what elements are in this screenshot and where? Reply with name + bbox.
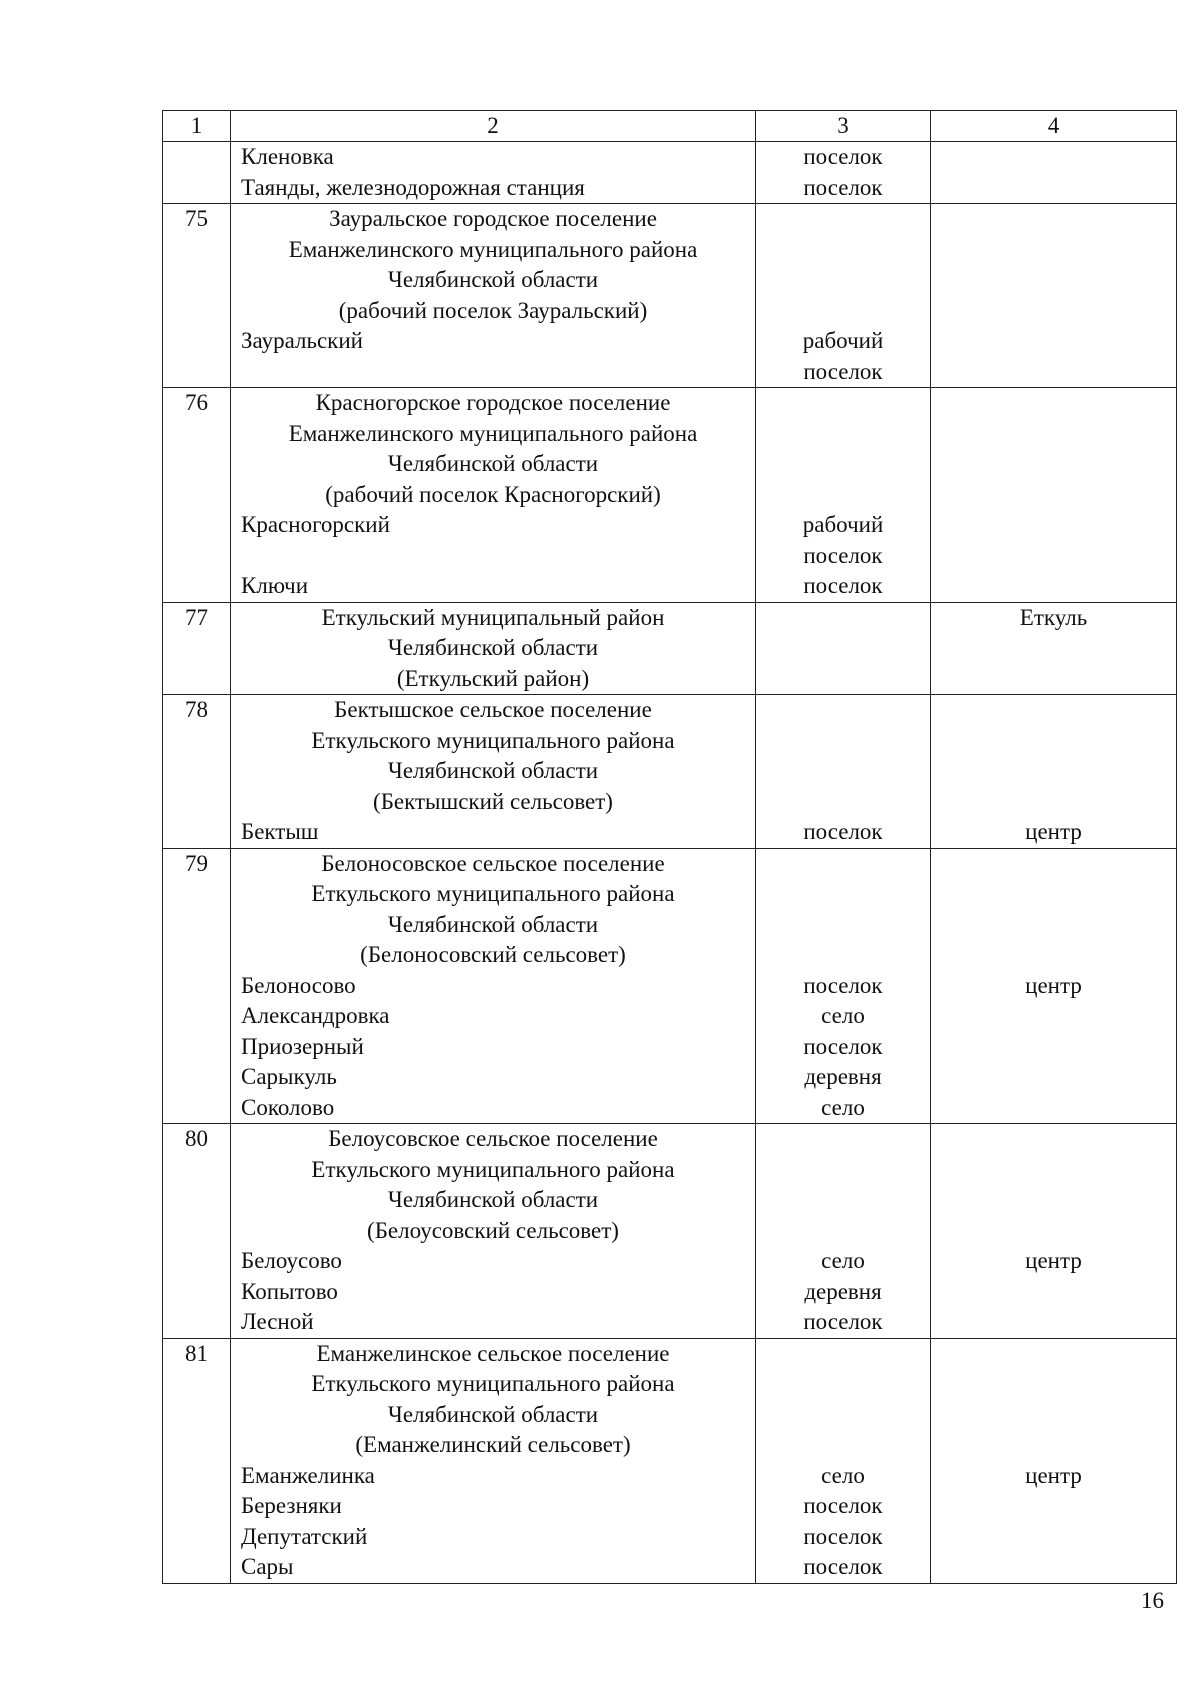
admin-center-mark (931, 1400, 1176, 1431)
settlement-name (231, 357, 755, 388)
admin-center-mark (931, 849, 1176, 880)
row-number: 76 (185, 390, 208, 415)
settlement-type (756, 388, 930, 419)
admin-center-cell (931, 602, 1177, 695)
municipality-title-line: Еткульского муниципального района (311, 881, 675, 906)
admin-center-mark: центр (1025, 819, 1082, 844)
header-cell-2: 2 (231, 111, 756, 142)
settlement-type (756, 480, 930, 511)
admin-center-mark: Еткуль (1019, 604, 1088, 630)
settlement-type: поселок (803, 1493, 883, 1518)
name-cell (231, 388, 756, 603)
admin-center-cell (931, 1124, 1177, 1339)
settlement-type: поселок (803, 358, 883, 384)
municipality-title-line: (Еткульский район) (396, 665, 590, 691)
table-row (163, 388, 1177, 603)
municipality-title-line: (Еманжелинский сельсовет) (355, 1432, 631, 1457)
settlement-type-cell (756, 1338, 931, 1583)
settlement-name: Лесной (241, 1309, 314, 1334)
admin-center-mark (931, 1155, 1176, 1186)
table-row (163, 1124, 1177, 1339)
municipality-title-line: Еманжелинского муниципального района (288, 236, 698, 262)
table-row (163, 695, 1177, 849)
settlement-type (756, 1369, 930, 1400)
settlement-type: рабочий (802, 328, 884, 353)
municipality-title-line: Зауральское городское поселение (329, 206, 657, 231)
settlement-type (756, 756, 930, 787)
municipality-title-line: Еткульского муниципального района (311, 1156, 675, 1182)
settlement-type: поселок (803, 972, 883, 998)
settlement-name: Красногорский (241, 512, 390, 537)
settlement-type (756, 204, 930, 235)
settlement-type: село (821, 1003, 865, 1028)
row-number-cell (163, 142, 231, 204)
admin-center-mark (931, 1216, 1176, 1247)
row-number: 79 (185, 850, 208, 876)
settlement-name (231, 541, 755, 572)
admin-center-mark (931, 879, 1176, 910)
admin-center-mark (931, 1369, 1176, 1400)
admin-center-mark (931, 1185, 1176, 1216)
admin-center-mark: центр (1025, 972, 1082, 998)
row-number-cell (163, 204, 231, 388)
settlement-type: поселок (803, 819, 883, 844)
municipality-title-line: Белоносовское сельское поселение (321, 850, 665, 876)
settlement-name: Еманжелинка (241, 1462, 375, 1488)
municipality-title-line: Красногорское городское поселение (315, 390, 671, 415)
table-header-row (163, 111, 1177, 142)
settlement-type: село (821, 1248, 865, 1273)
admin-center-mark: центр (1025, 1248, 1082, 1273)
admin-center-mark (931, 756, 1176, 787)
settlement-name: Бектыш (241, 819, 319, 844)
admin-center-cell (931, 142, 1177, 204)
admin-center-mark (931, 940, 1176, 971)
settlement-type (756, 1430, 930, 1461)
row-number: 75 (185, 206, 208, 231)
settlement-type: поселок (803, 542, 883, 568)
municipality-title-line: Белоусовское сельское поселение (328, 1126, 658, 1151)
settlement-type-cell (756, 142, 931, 204)
row-number: 77 (185, 604, 208, 630)
row-number-cell (163, 695, 231, 849)
settlement-type: деревня (804, 1064, 882, 1089)
settlement-type-cell (756, 204, 931, 388)
settlement-name: Зауральский (241, 328, 363, 353)
settlement-type: рабочий (802, 512, 884, 537)
name-cell (231, 1124, 756, 1339)
admin-center-cell (931, 848, 1177, 1124)
row-number-cell (163, 1338, 231, 1583)
settlement-name: Таянды, железнодорожная станция (241, 174, 585, 200)
table-row (163, 602, 1177, 695)
header-cell-3: 3 (756, 111, 931, 142)
name-cell (231, 142, 756, 204)
admin-center-mark (931, 695, 1176, 726)
settlement-type: село (821, 1094, 865, 1120)
settlement-type: поселок (803, 144, 883, 169)
municipality-title-line: Бектышское сельское поселение (334, 697, 652, 722)
admin-center-mark (931, 726, 1176, 757)
settlement-type (756, 1339, 930, 1370)
municipality-title-line: Челябинской области (387, 1401, 599, 1427)
settlement-type-cell (756, 1124, 931, 1339)
admin-center-mark (931, 910, 1176, 941)
settlement-name: Березняки (241, 1493, 342, 1518)
settlement-name: Соколово (241, 1094, 335, 1120)
row-number: 81 (185, 1340, 208, 1366)
settlement-type (756, 235, 930, 266)
settlement-type (756, 1400, 930, 1431)
table-row (163, 204, 1177, 388)
row-number-cell (163, 1124, 231, 1339)
municipality-title-line: (Белоносовский сельсовет) (360, 942, 626, 967)
municipality-title-line: Челябинской области (387, 451, 599, 476)
name-cell (231, 848, 756, 1124)
settlement-type: поселок (803, 1523, 883, 1549)
settlements-table (162, 110, 1177, 1584)
settlement-type: село (821, 1462, 865, 1488)
municipality-title-line: Еманжелинского муниципального района (288, 420, 698, 446)
settlement-type-cell (756, 388, 931, 603)
admin-center-cell (931, 1338, 1177, 1583)
name-cell (231, 602, 756, 695)
settlement-type (756, 695, 930, 726)
settlement-name: Кленовка (241, 144, 334, 169)
settlement-type (756, 787, 930, 818)
settlement-type-cell (756, 695, 931, 849)
settlement-type (756, 1216, 930, 1247)
municipality-title-line: (Белоусовский сельсовет) (367, 1217, 619, 1243)
settlement-type (756, 726, 930, 757)
settlement-name: Сары (241, 1554, 294, 1579)
name-cell (231, 204, 756, 388)
header-cell-1: 1 (163, 111, 231, 142)
admin-center-mark (931, 1124, 1176, 1155)
admin-center-mark (931, 787, 1176, 818)
municipality-title-line: Еткульский муниципальный район (321, 604, 665, 630)
settlement-type (756, 1155, 930, 1186)
settlement-name: Белоносово (241, 972, 356, 998)
row-number-cell (163, 848, 231, 1124)
row-number-cell (163, 388, 231, 603)
municipality-title-line: Еткульского муниципального района (311, 1371, 675, 1396)
settlement-name: Ключи (241, 573, 309, 598)
municipality-title-line: (рабочий поселок Красногорский) (325, 481, 661, 507)
admin-center-cell (931, 695, 1177, 849)
settlement-name: Сарыкуль (241, 1064, 337, 1089)
settlement-type (756, 265, 930, 296)
admin-center-cell (931, 204, 1177, 388)
row-number (163, 142, 230, 173)
table-row (163, 1338, 1177, 1583)
settlement-name: Александровка (241, 1003, 390, 1028)
table-row (163, 848, 1177, 1124)
settlement-type (756, 1185, 930, 1216)
municipality-title-line: Челябинской области (387, 758, 599, 783)
settlement-type (756, 940, 930, 971)
page-number: 16 (1141, 1588, 1164, 1613)
municipality-title-line: Челябинской области (387, 911, 599, 937)
municipality-title-line: (рабочий поселок Зауральский) (338, 297, 648, 323)
admin-center-cell (931, 388, 1177, 603)
settlement-type: поселок (803, 1554, 883, 1579)
admin-center-mark: центр (1025, 1462, 1082, 1488)
row-number-cell (163, 602, 231, 695)
municipality-title-line: Челябинской области (387, 1187, 599, 1212)
settlement-name: Приозерный (241, 1033, 364, 1059)
settlement-type: поселок (803, 1309, 883, 1334)
municipality-title-line: Еманжелинское сельское поселение (316, 1340, 670, 1366)
municipality-title-line: Челябинской области (387, 635, 599, 660)
settlement-type-cell (756, 602, 931, 695)
name-cell (231, 695, 756, 849)
settlement-name: Депутатский (241, 1523, 368, 1549)
settlement-type (756, 449, 930, 480)
settlement-type (756, 296, 930, 327)
settlement-type (756, 419, 930, 450)
admin-center-mark (931, 1430, 1176, 1461)
row-number: 78 (185, 697, 208, 722)
municipality-title-line: Челябинской области (387, 267, 599, 292)
settlement-type: деревня (804, 1278, 882, 1304)
settlement-type (756, 879, 930, 910)
row-number: 80 (185, 1126, 208, 1151)
settlement-type: поселок (803, 174, 883, 200)
settlement-type: поселок (803, 1033, 883, 1059)
settlement-type-cell (756, 848, 931, 1124)
settlement-type (756, 1124, 930, 1155)
name-cell (231, 1338, 756, 1583)
settlement-type (756, 849, 930, 880)
header-cell-4: 4 (931, 111, 1177, 142)
settlement-type (756, 910, 930, 941)
municipality-title-line: Еткульского муниципального района (311, 727, 675, 753)
admin-center-mark (931, 1339, 1176, 1370)
table-row (163, 142, 1177, 204)
settlement-name: Белоусово (241, 1248, 342, 1273)
settlement-type: поселок (803, 573, 883, 598)
settlement-name: Копытово (241, 1278, 338, 1304)
municipality-title-line: (Бектышский сельсовет) (373, 788, 613, 814)
